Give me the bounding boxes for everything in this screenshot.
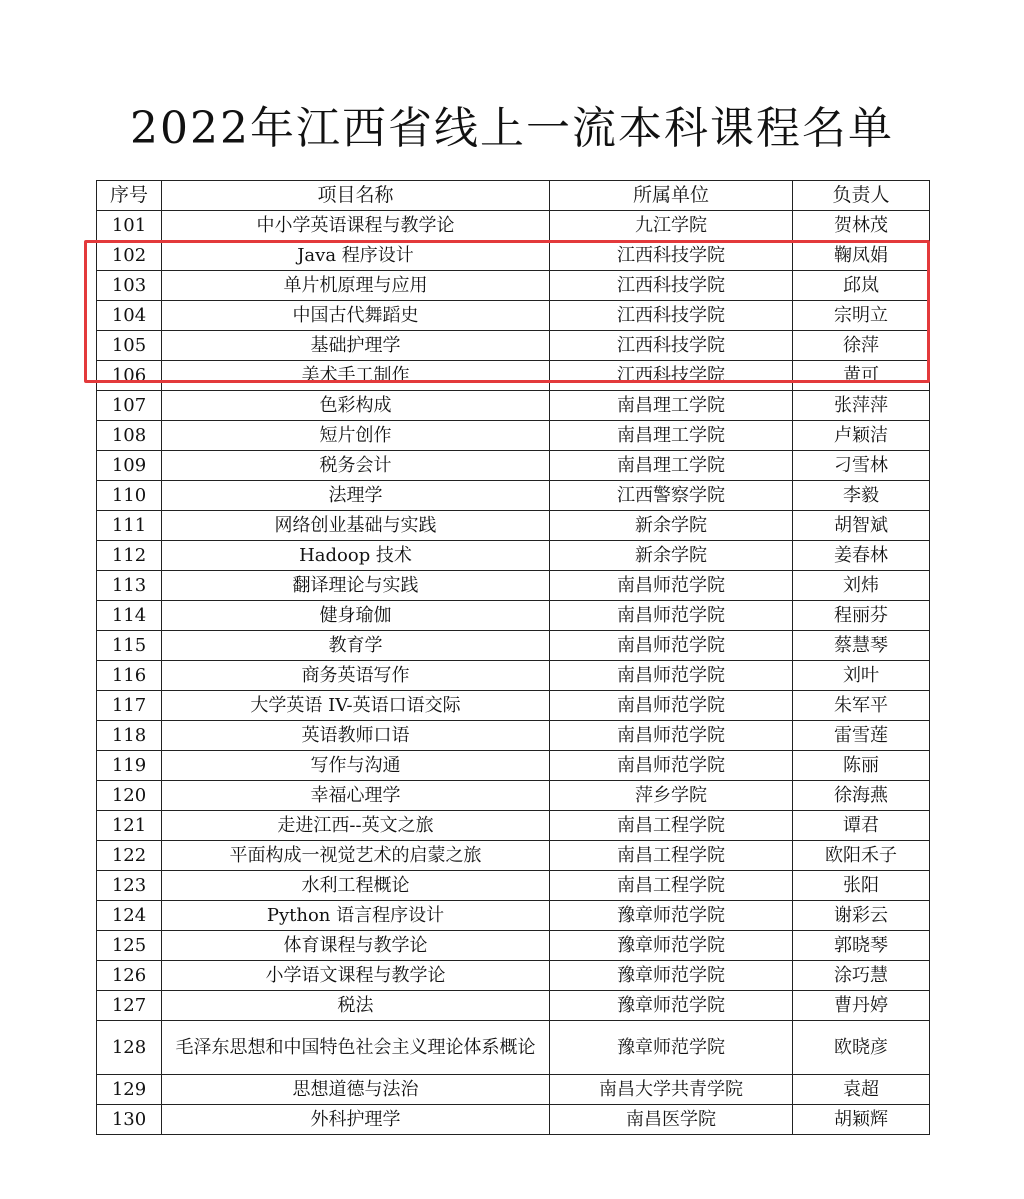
cell-no: 117 [97, 691, 162, 721]
cell-no: 129 [97, 1075, 162, 1105]
cell-unit: 新余学院 [550, 541, 793, 571]
cell-lead: 贺林茂 [793, 211, 930, 241]
cell-lead: 卢颖洁 [793, 421, 930, 451]
cell-lead: 谢彩云 [793, 901, 930, 931]
table-row [97, 301, 930, 331]
cell-course-name: 翻译理论与实践 [162, 571, 550, 601]
table-row [97, 961, 930, 991]
cell-no: 115 [97, 631, 162, 661]
cell-no: 122 [97, 841, 162, 871]
cell-no: 116 [97, 661, 162, 691]
cell-unit: 南昌师范学院 [550, 691, 793, 721]
cell-unit: 江西科技学院 [550, 241, 793, 271]
cell-course-name: 税务会计 [162, 451, 550, 481]
cell-course-name: Python 语言程序设计 [162, 901, 550, 931]
cell-course-name: 大学英语 IV-英语口语交际 [162, 691, 550, 721]
table-row [97, 871, 930, 901]
cell-course-name: 单片机原理与应用 [162, 271, 550, 301]
cell-lead: 刘叶 [793, 661, 930, 691]
cell-unit: 豫章师范学院 [550, 991, 793, 1021]
cell-unit: 南昌师范学院 [550, 601, 793, 631]
table-row [97, 691, 930, 721]
cell-lead: 郭晓琴 [793, 931, 930, 961]
cell-lead: 张萍萍 [793, 391, 930, 421]
cell-unit: 萍乡学院 [550, 781, 793, 811]
cell-lead: 陈丽 [793, 751, 930, 781]
cell-course-name: 法理学 [162, 481, 550, 511]
cell-no: 123 [97, 871, 162, 901]
table-row [97, 901, 930, 931]
table-row [97, 541, 930, 571]
cell-no: 125 [97, 931, 162, 961]
cell-no: 127 [97, 991, 162, 1021]
cell-no: 114 [97, 601, 162, 631]
cell-course-name: 美术手工制作 [162, 361, 550, 391]
cell-course-name: 色彩构成 [162, 391, 550, 421]
cell-lead: 袁超 [793, 1075, 930, 1105]
cell-course-name: 小学语文课程与教学论 [162, 961, 550, 991]
cell-unit: 南昌工程学院 [550, 811, 793, 841]
cell-course-name: 体育课程与教学论 [162, 931, 550, 961]
cell-course-name: Java 程序设计 [162, 241, 550, 271]
cell-course-name: 走进江西--英文之旅 [162, 811, 550, 841]
cell-course-name: 毛泽东思想和中国特色社会主义理论体系概论 [162, 1021, 550, 1075]
column-header-unit: 所属单位 [550, 181, 793, 211]
table-row [97, 241, 930, 271]
cell-lead: 雷雪莲 [793, 721, 930, 751]
cell-lead: 涂巧慧 [793, 961, 930, 991]
cell-no: 105 [97, 331, 162, 361]
cell-no: 101 [97, 211, 162, 241]
cell-course-name: 网络创业基础与实践 [162, 511, 550, 541]
table-row [97, 1075, 930, 1105]
cell-lead: 黄可 [793, 361, 930, 391]
table-row [97, 391, 930, 421]
cell-lead: 胡颖辉 [793, 1105, 930, 1135]
cell-unit: 南昌师范学院 [550, 721, 793, 751]
cell-no: 128 [97, 1021, 162, 1075]
table-row [97, 271, 930, 301]
cell-no: 124 [97, 901, 162, 931]
cell-course-name: 平面构成一视觉艺术的启蒙之旅 [162, 841, 550, 871]
cell-no: 108 [97, 421, 162, 451]
table-row [97, 1105, 930, 1135]
cell-course-name: Hadoop 技术 [162, 541, 550, 571]
table-row [97, 721, 930, 751]
cell-no: 106 [97, 361, 162, 391]
column-header-no: 序号 [97, 181, 162, 211]
table-row [97, 991, 930, 1021]
cell-unit: 南昌师范学院 [550, 631, 793, 661]
cell-no: 109 [97, 451, 162, 481]
cell-course-name: 英语教师口语 [162, 721, 550, 751]
cell-lead: 刘炜 [793, 571, 930, 601]
table-row [97, 841, 930, 871]
cell-no: 126 [97, 961, 162, 991]
cell-lead: 鞠凤娟 [793, 241, 930, 271]
cell-no: 119 [97, 751, 162, 781]
course-table [96, 180, 930, 1135]
cell-unit: 南昌师范学院 [550, 571, 793, 601]
cell-unit: 新余学院 [550, 511, 793, 541]
cell-lead: 刁雪林 [793, 451, 930, 481]
cell-no: 120 [97, 781, 162, 811]
cell-lead: 欧阳禾子 [793, 841, 930, 871]
cell-unit: 南昌理工学院 [550, 451, 793, 481]
cell-lead: 徐萍 [793, 331, 930, 361]
table-row [97, 421, 930, 451]
column-header-lead: 负责人 [793, 181, 930, 211]
table-row [97, 571, 930, 601]
column-header-name: 项目名称 [162, 181, 550, 211]
cell-course-name: 思想道德与法治 [162, 1075, 550, 1105]
cell-unit: 江西科技学院 [550, 301, 793, 331]
cell-lead: 曹丹婷 [793, 991, 930, 1021]
table-row [97, 661, 930, 691]
cell-course-name: 写作与沟通 [162, 751, 550, 781]
cell-no: 113 [97, 571, 162, 601]
cell-course-name: 基础护理学 [162, 331, 550, 361]
cell-lead: 徐海燕 [793, 781, 930, 811]
table-row [97, 511, 930, 541]
cell-course-name: 健身瑜伽 [162, 601, 550, 631]
cell-unit: 南昌师范学院 [550, 751, 793, 781]
cell-no: 130 [97, 1105, 162, 1135]
cell-unit: 江西警察学院 [550, 481, 793, 511]
cell-unit: 豫章师范学院 [550, 961, 793, 991]
cell-unit: 江西科技学院 [550, 271, 793, 301]
table-row [97, 781, 930, 811]
cell-unit: 南昌工程学院 [550, 841, 793, 871]
cell-no: 102 [97, 241, 162, 271]
cell-course-name: 税法 [162, 991, 550, 1021]
cell-lead: 欧晓彦 [793, 1021, 930, 1075]
cell-course-name: 中国古代舞蹈史 [162, 301, 550, 331]
cell-no: 107 [97, 391, 162, 421]
cell-unit: 南昌工程学院 [550, 871, 793, 901]
cell-unit: 豫章师范学院 [550, 901, 793, 931]
cell-course-name: 商务英语写作 [162, 661, 550, 691]
table-row [97, 811, 930, 841]
table-row [97, 451, 930, 481]
cell-lead: 谭君 [793, 811, 930, 841]
cell-lead: 李毅 [793, 481, 930, 511]
cell-no: 118 [97, 721, 162, 751]
page-title: 2022年江西省线上一流本科课程名单 [130, 103, 894, 154]
cell-lead: 朱军平 [793, 691, 930, 721]
cell-no: 103 [97, 271, 162, 301]
cell-unit: 南昌大学共青学院 [550, 1075, 793, 1105]
table-row [97, 601, 930, 631]
cell-lead: 蔡慧琴 [793, 631, 930, 661]
cell-course-name: 短片创作 [162, 421, 550, 451]
cell-course-name: 外科护理学 [162, 1105, 550, 1135]
cell-lead: 程丽芬 [793, 601, 930, 631]
cell-no: 121 [97, 811, 162, 841]
table-row [97, 211, 930, 241]
cell-lead: 姜春林 [793, 541, 930, 571]
table-row [97, 1021, 930, 1075]
table-row [97, 361, 930, 391]
table-row [97, 331, 930, 361]
cell-course-name: 教育学 [162, 631, 550, 661]
cell-lead: 宗明立 [793, 301, 930, 331]
cell-course-name: 水利工程概论 [162, 871, 550, 901]
cell-no: 112 [97, 541, 162, 571]
cell-no: 110 [97, 481, 162, 511]
table-row [97, 481, 930, 511]
cell-unit: 豫章师范学院 [550, 1021, 793, 1075]
cell-unit: 九江学院 [550, 211, 793, 241]
cell-no: 104 [97, 301, 162, 331]
cell-unit: 南昌师范学院 [550, 661, 793, 691]
cell-unit: 豫章师范学院 [550, 931, 793, 961]
table-header-row [97, 181, 930, 211]
cell-unit: 南昌理工学院 [550, 421, 793, 451]
cell-unit: 南昌医学院 [550, 1105, 793, 1135]
table-row [97, 631, 930, 661]
table-row [97, 751, 930, 781]
cell-unit: 江西科技学院 [550, 331, 793, 361]
cell-unit: 江西科技学院 [550, 361, 793, 391]
cell-unit: 南昌理工学院 [550, 391, 793, 421]
cell-lead: 胡智斌 [793, 511, 930, 541]
cell-course-name: 中小学英语课程与教学论 [162, 211, 550, 241]
cell-no: 111 [97, 511, 162, 541]
table-row [97, 931, 930, 961]
cell-lead: 邱岚 [793, 271, 930, 301]
cell-course-name: 幸福心理学 [162, 781, 550, 811]
cell-lead: 张阳 [793, 871, 930, 901]
